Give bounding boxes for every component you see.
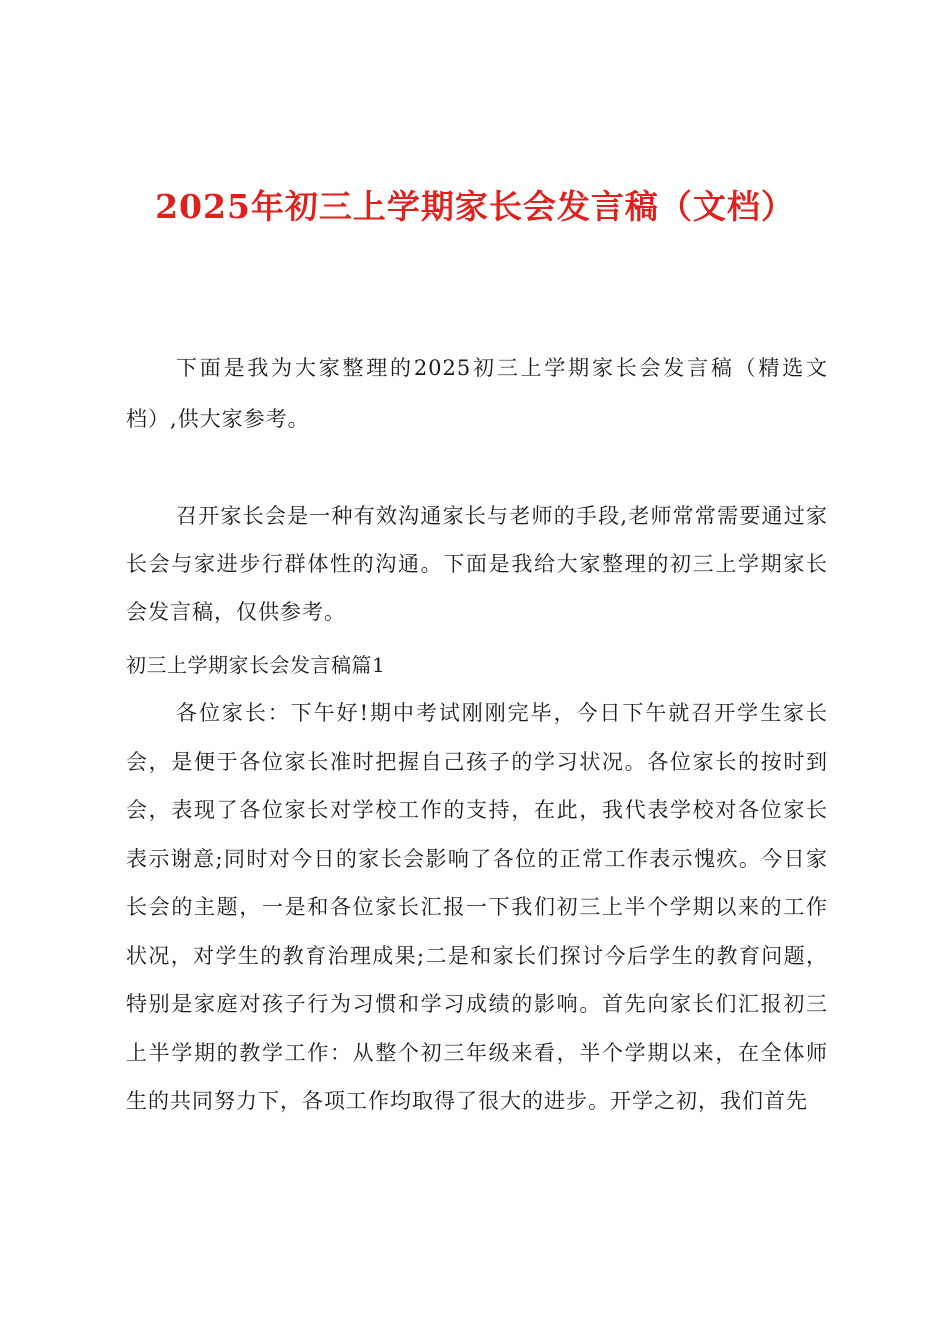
section-body-paragraph: 各位家长：下午好!期中考试刚刚完毕，今日下午就召开学生家长会，是便于各位家长准时把握自己孩子的学习状况。各位家长的按时到会，表现了各位家长对学校工作的支持，在此，我代表学校对各位家长表示谢意;同时对今日的家长会影响了各位的正常工作表示愧疚。今日家长会的主题，一是和各位家长汇报一下我们初三上半个学期以来的工作状况，对学生的教育治理成果;二是和家长们探讨今后学生的教育问题，特别是家庭对孩子行为习惯和学习成绩的影响。首先向家长们汇报初三上半学期的教学工作：从整个初三年级来看，半个学期以来，在全体师生的共同努力下，各项工作均取得了很大的进步。开学之初，我们首先 [126, 701, 828, 1113]
intro-paragraph: 下面是我为大家整理的2025初三上学期家长会发言稿（精选文档）,供大家参考。 [126, 356, 828, 431]
section-heading: 初三上学期家长会发言稿篇1 [126, 653, 386, 677]
opening-paragraph: 召开家长会是一种有效沟通家长与老师的手段,老师常常需要通过家长会与家进步行群体性的沟通。下面是我给大家整理的初三上学期家长会发言稿，仅供参考。 [126, 504, 828, 624]
document-title: 2025年初三上学期家长会发言稿（文档） [155, 187, 795, 226]
